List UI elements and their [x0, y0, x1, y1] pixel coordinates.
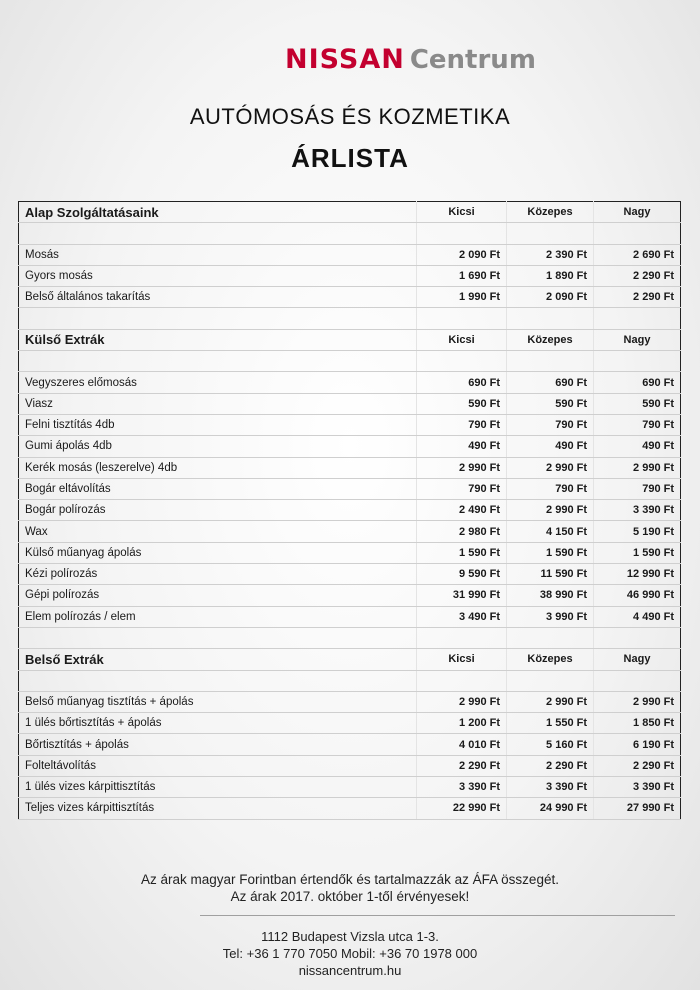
logo-nissan-text: NISSAN [285, 44, 405, 75]
empty-cell [19, 351, 417, 372]
service-name: Kézi polírozás [19, 564, 417, 585]
section-header-row [19, 329, 681, 350]
service-name: Gyors mosás [19, 265, 417, 286]
price-cell: 27 990 Ft [594, 798, 681, 819]
price-cell: 31 990 Ft [417, 585, 507, 606]
table-row [19, 606, 681, 627]
empty-cell [417, 627, 507, 648]
price-cell: 38 990 Ft [507, 585, 594, 606]
price-cell: 46 990 Ft [594, 585, 681, 606]
empty-cell [507, 670, 594, 691]
price-cell: 1 850 Ft [594, 713, 681, 734]
price-cell: 690 Ft [594, 372, 681, 393]
price-cell: 490 Ft [507, 436, 594, 457]
price-cell: 12 990 Ft [594, 564, 681, 585]
price-cell: 2 290 Ft [417, 755, 507, 776]
service-name: Folteltávolítás [19, 755, 417, 776]
empty-cell [19, 308, 417, 329]
empty-cell [594, 670, 681, 691]
price-cell: 22 990 Ft [417, 798, 507, 819]
price-cell: 790 Ft [594, 414, 681, 435]
table-row [19, 691, 681, 712]
column-header-1: Közepes [507, 329, 594, 350]
price-cell: 2 290 Ft [594, 287, 681, 308]
logo-centrum-text: Centrum [409, 45, 536, 75]
price-cell: 2 990 Ft [507, 691, 594, 712]
service-name: Wax [19, 521, 417, 542]
price-cell: 790 Ft [417, 414, 507, 435]
service-name: Belső műanyag tisztítás + ápolás [19, 691, 417, 712]
section-spacer-row [19, 627, 681, 648]
price-cell: 4 010 Ft [417, 734, 507, 755]
service-name: Gépi polírozás [19, 585, 417, 606]
page-subtitle: ÁRLISTA [291, 143, 409, 173]
price-cell: 4 490 Ft [594, 606, 681, 627]
website-link[interactable]: nissancentrum.hu [298, 963, 402, 978]
empty-cell [507, 351, 594, 372]
empty-cell [417, 223, 507, 244]
price-cell: 3 390 Ft [594, 500, 681, 521]
price-cell: 590 Ft [507, 393, 594, 414]
price-note [0, 871, 700, 905]
column-header-1: Közepes [507, 202, 594, 223]
section-header-row [19, 649, 681, 670]
section-title: Belső Extrák [19, 649, 417, 670]
service-name: 1 ülés bőrtisztítás + ápolás [19, 713, 417, 734]
price-cell: 1 990 Ft [417, 287, 507, 308]
price-cell: 490 Ft [417, 436, 507, 457]
empty-cell [594, 627, 681, 648]
section-spacer-row [19, 308, 681, 329]
price-cell: 3 390 Ft [417, 777, 507, 798]
service-name: Belső általános takarítás [19, 287, 417, 308]
price-cell: 3 390 Ft [507, 777, 594, 798]
service-name: Bogár polírozás [19, 500, 417, 521]
price-cell: 2 290 Ft [507, 755, 594, 776]
price-cell: 2 990 Ft [594, 457, 681, 478]
empty-cell [19, 670, 417, 691]
column-header-2: Nagy [594, 202, 681, 223]
price-cell: 590 Ft [417, 393, 507, 414]
column-header-0: Kicsi [417, 202, 507, 223]
table-row [19, 798, 681, 819]
price-cell: 2 290 Ft [594, 755, 681, 776]
price-cell: 690 Ft [417, 372, 507, 393]
price-cell: 1 550 Ft [507, 713, 594, 734]
price-cell: 9 590 Ft [417, 564, 507, 585]
table-row [19, 265, 681, 286]
service-name: Bogár eltávolítás [19, 478, 417, 499]
price-cell: 2 090 Ft [417, 244, 507, 265]
table-row [19, 542, 681, 563]
table-row [19, 287, 681, 308]
price-cell: 690 Ft [507, 372, 594, 393]
empty-cell [507, 308, 594, 329]
table-row [19, 734, 681, 755]
price-cell: 2 690 Ft [594, 244, 681, 265]
empty-cell [417, 670, 507, 691]
table-row [19, 713, 681, 734]
price-cell: 3 390 Ft [594, 777, 681, 798]
service-name: Kerék mosás (leszerelve) 4db [19, 457, 417, 478]
price-cell: 24 990 Ft [507, 798, 594, 819]
empty-cell [507, 627, 594, 648]
column-header-2: Nagy [594, 649, 681, 670]
contact-info [0, 928, 700, 979]
table-row [19, 372, 681, 393]
table-row [19, 478, 681, 499]
empty-cell [19, 627, 417, 648]
price-cell: 790 Ft [417, 478, 507, 499]
price-cell: 3 990 Ft [507, 606, 594, 627]
price-cell: 1 590 Ft [594, 542, 681, 563]
empty-row [19, 670, 681, 691]
empty-row [19, 351, 681, 372]
price-cell: 490 Ft [594, 436, 681, 457]
table-row [19, 585, 681, 606]
column-header-0: Kicsi [417, 329, 507, 350]
price-cell: 5 160 Ft [507, 734, 594, 755]
table-row [19, 564, 681, 585]
service-name: Viasz [19, 393, 417, 414]
empty-cell [19, 223, 417, 244]
service-name: Teljes vizes kárpittisztítás [19, 798, 417, 819]
price-cell: 2 990 Ft [417, 691, 507, 712]
price-cell: 590 Ft [594, 393, 681, 414]
price-cell: 1 890 Ft [507, 265, 594, 286]
phone-numbers: Tel: +36 1 770 7050 Mobil: +36 70 1978 000 [222, 946, 478, 961]
service-name: Mosás [19, 244, 417, 265]
price-cell: 2 980 Ft [417, 521, 507, 542]
table-row [19, 521, 681, 542]
service-name: Gumi ápolás 4db [19, 436, 417, 457]
column-header-0: Kicsi [417, 649, 507, 670]
section-title: Alap Szolgáltatásaink [19, 202, 417, 223]
price-cell: 790 Ft [507, 414, 594, 435]
service-name: Felni tisztítás 4db [19, 414, 417, 435]
service-name: Bőrtisztítás + ápolás [19, 734, 417, 755]
price-note-line-1: Az árak magyar Forintban értendők és tartalmazzák az ÁFA összegét. [141, 872, 559, 887]
column-header-2: Nagy [594, 329, 681, 350]
service-name: Külső műanyag ápolás [19, 542, 417, 563]
empty-row [19, 223, 681, 244]
price-cell: 2 990 Ft [594, 691, 681, 712]
address: 1112 Budapest Vizsla utca 1-3. [261, 929, 439, 944]
service-name: Elem polírozás / elem [19, 606, 417, 627]
nissan-centrum-logo [285, 44, 536, 75]
table-row [19, 244, 681, 265]
price-cell: 6 190 Ft [594, 734, 681, 755]
page-title: AUTÓMOSÁS ÉS KOZMETIKA [189, 104, 511, 129]
table-row [19, 436, 681, 457]
price-cell: 790 Ft [507, 478, 594, 499]
section-title: Külső Extrák [19, 329, 417, 350]
empty-cell [594, 223, 681, 244]
service-name: 1 ülés vizes kárpittisztítás [19, 777, 417, 798]
price-cell: 790 Ft [594, 478, 681, 499]
price-cell: 1 200 Ft [417, 713, 507, 734]
price-cell: 2 090 Ft [507, 287, 594, 308]
empty-cell [417, 308, 507, 329]
table-row [19, 777, 681, 798]
price-cell: 1 690 Ft [417, 265, 507, 286]
empty-cell [594, 308, 681, 329]
price-cell: 2 990 Ft [417, 457, 507, 478]
service-name: Vegyszeres előmosás [19, 372, 417, 393]
price-cell: 2 490 Ft [417, 500, 507, 521]
price-cell: 4 150 Ft [507, 521, 594, 542]
empty-cell [507, 223, 594, 244]
price-cell: 3 490 Ft [417, 606, 507, 627]
price-cell: 2 990 Ft [507, 457, 594, 478]
price-cell: 2 390 Ft [507, 244, 594, 265]
price-cell: 1 590 Ft [417, 542, 507, 563]
table-row [19, 457, 681, 478]
price-cell: 2 990 Ft [507, 500, 594, 521]
table-row [19, 393, 681, 414]
empty-cell [417, 351, 507, 372]
price-table [18, 201, 681, 820]
column-header-1: Közepes [507, 649, 594, 670]
price-cell: 1 590 Ft [507, 542, 594, 563]
footer-divider [200, 915, 675, 916]
table-row [19, 755, 681, 776]
empty-cell [594, 351, 681, 372]
price-cell: 11 590 Ft [507, 564, 594, 585]
price-note-line-2: Az árak 2017. október 1-től érvényesek! [230, 889, 470, 904]
table-row [19, 500, 681, 521]
table-row [19, 414, 681, 435]
section-header-row [19, 202, 681, 223]
price-cell: 5 190 Ft [594, 521, 681, 542]
price-cell: 2 290 Ft [594, 265, 681, 286]
